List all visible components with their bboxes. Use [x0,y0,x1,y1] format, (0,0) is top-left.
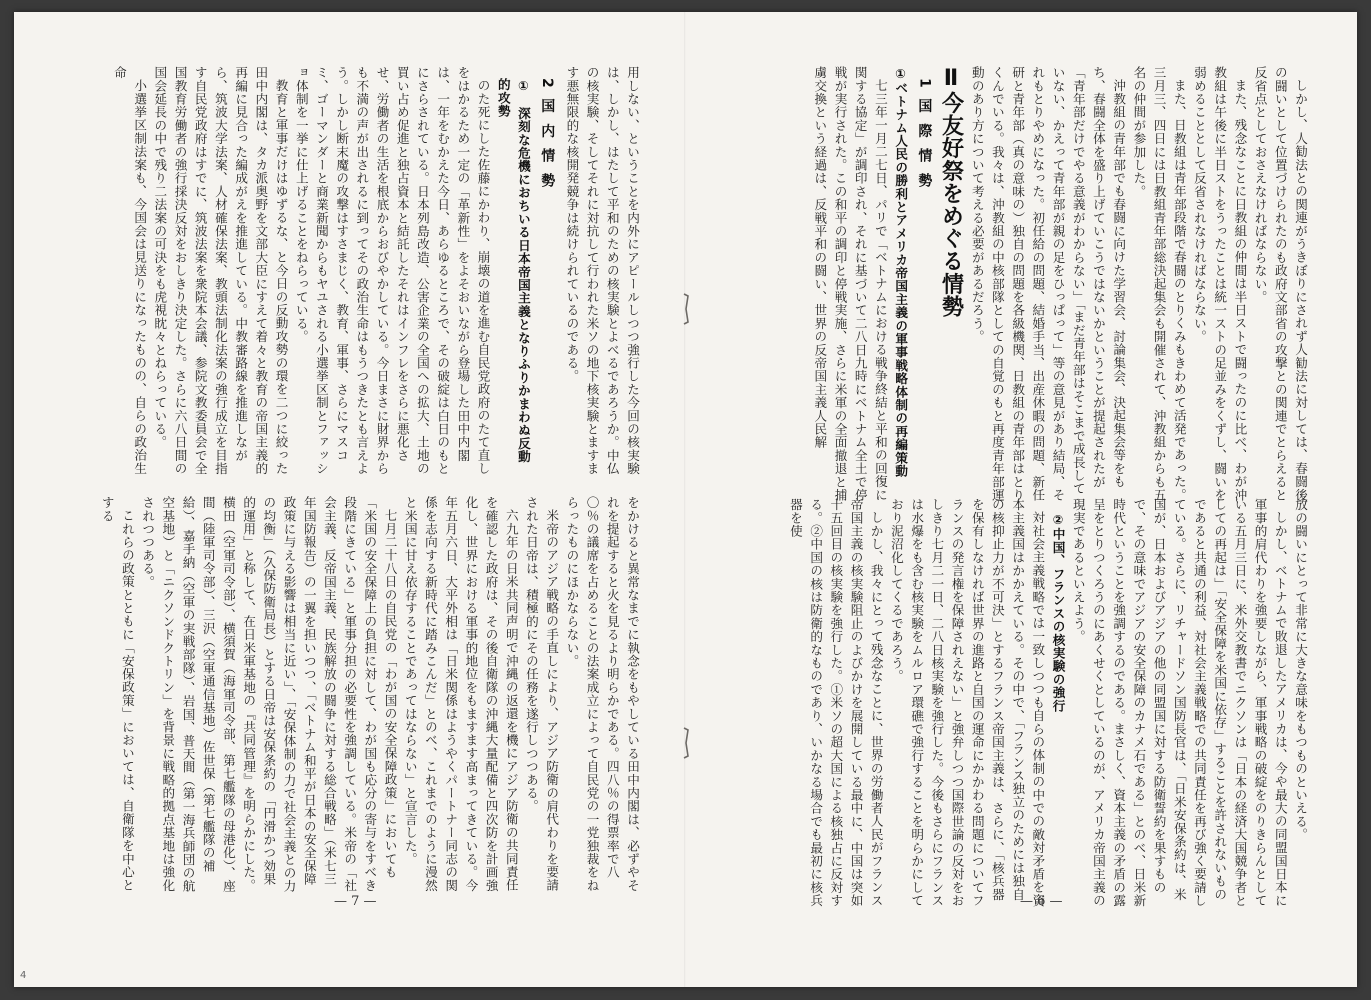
paragraph: 放の闘いにとって非常に大きな意味をもつものといえる。 [1293,498,1308,842]
paragraph: のた死にした佐藤にかわり、崩壊の道を進む自民党政府のたて直しをはかるため一定の「革新性」をよそおいながら登場した田中内閣は、一年をむかえた今日、あらゆるところで、その破綻は白日のもとにさらされている。日本列島改造、公害企業の全国への拡大、土地の買い占め促進と独占資本と結託したそれはインフレをさらに悪化させ、労働者の生活を根底からおびやかしている。今日まさに財界からも不満の声が出されるに到ってその政治生命はもうつきたとも言えよう。しかし断末魔の攻撃はすさまじく、教育、軍事、さらにマスコミ、ゴーマンダーと商業新聞からもヤユされる小選挙区制とファッショ体制を一挙に仕上げることをねらっている。 [293,66,491,476]
paragraph: また、残念なことに日教組の仲間は半日ストで闘ったのに比べ、わが沖教組は午後に半日ストをうったことは統一ストの足並みをくずし、闘いを弱めることとして反省されなければならない。 [1191,66,1248,502]
item-heading: ① 深刻な危機におちいる日本帝国主義となりふりかまわぬ反動的攻勢 [495,78,531,464]
section-title: Ⅱ今友好祭をめぐる情勢 [938,66,964,318]
page-number-7: — 7 — [334,894,377,909]
page-number-6: — 6 — [1020,894,1063,909]
paragraph: 教育と軍事だけはゆずるな、と今日の反動攻勢の環を二つに絞った田中内閣は、タカ派奥野を文部大臣にすえて着々と教育の帝国主義的再編に見合った編成がえを推進している。中教審路線を推進しながら、筑波大学法案、人材確保法案、教頭法制化法案の強行成立を目指す自民党政府はすでに、筑波法案を衆院本会議、参院文教委員会で全国教育労働者の強行採決反対をおしきり決定した。さらに六八日間の国会延長の中で残り二法案の可決をも虎視眈々とねらっている。 [152,66,289,476]
paragraph: 用しない、ということを内外にアピールしつつ強行した今回の核実験は、しかし、はたして平和のための核実験とよべるであろうか。中仏の核実験、そしてそれに対抗して行われた米ソの地下核実験とますます悪無限的な核開発競争は続けられているのである。 [564,66,640,476]
sub-heading: 2 国 内 情 勢 [539,78,556,191]
paragraph: 沖教組の青年部でも春闘に向けた学習会、討論集会、決起集会等をもち、春闘全体を盛り上げていこうではないかということが提起されたが「青年部だけでやる意義がわからない」「まだ青年部はそこまで成長していない、かえって青年部が親の足をひっぱって」等の意見があり結局、それもとりやめになった。初任給の問題、結婚手当、出産休暇の問題、新任研と青年部（真の意味の）独自の問題を各級機関、日教組の青年部はとりくんでいる。我々は、沖教組の中核部隊としての自覚のもと再度青年部運動のあり方について考える必要があるだろう。 [969,66,1127,502]
paragraph: 七月二十八日の自民党の「わが国の安全保障政策」においても「米国の安全保障上の負担に対して、わが国も応分の寄与をすべき段階にきている」と軍事分担の必要性を強調している。米帝の「社会主義、反帝国主義、民族解放の闘争に対する総合戦略」（米七三年国防報告）の一翼を担いつつ、「ベトナム和平が日本の安全保障政策に与える影響は相当に近い」、「安保体制の力で社会主義との力の均衡」（久保防衛局長）とする日帝は安保条約の「円滑かつ効果的運用」と称して、在日米軍基地の『共同管理』を明らかにした。横田（空軍司令部）、横須賀（海軍司令部、第七艦隊の母港化）、座間（陸軍司令部）、三沢（空軍通信基地）佐世保（第七艦隊の補給）、嘉手納（空軍の実戦部隊）、岩国、普天間（第一海兵師団の航空基地）と「ニクソンドクトリン」を背景に戦略的拠点基地は強化されつつある。 [140,496,398,893]
paragraph: しかし、人勧法との関連がうきぼりにされず人勧法に対しては、春闘後の闘いとして位置づけられたのも政府文部省の攻撃との関連でとらえると反省点としておさえなければならない。 [1252,66,1308,502]
center-fold [684,12,686,987]
paragraph: これらの政策とともに「安保政策」においては、自衛隊を中心とする [99,496,135,892]
paragraph: しかし、我々にとって残念なことに、世界の労働者人民がフランス帝国主義の核実験阻止のよびかけを展開している最中に、中国は突如十五回目の核実験を強行した。①米ソの超大国による核独占に反対する。②中国の核は防衛的なものであり、いかなる場合でも最初に核兵器を使 [787,498,884,908]
paragraph: しかし、ベトナムで敗退したアメリカは、今や最大の同盟国日本に軍事的肩代わりを強要しながら、軍事戦略の破綻をのりきらんとしている五月三日に、米外交教書でニクソンは「日本の経済大国競争者としての再起は」「安全保障を米国に依存」することを許されないものであると共通の利益、対社会主義戦略での共同責任を再び強く要請している。さらに、リチャードソン国防長官は、「日米安保条約は、米国が、日本およびアジアの他の同盟国に対する防衛誓約を果すもので、その意味でアジアの安全保障のカナメ石である」とのべ、日米新時代ということを強調するのである。まさしく、資本主義の矛盾の露呈をとりつくろうのにあくせくとしているのが、アメリカ帝国主義の現実であるといえよう。 [1070,498,1288,908]
paragraph: 七三年一月二七日、パリで「ベトナムにおける戦争終結と平和の回復に関する協定」が調印され、それに基づいて二八日九時にベトナム全土で停戦が実行された。この和平の調印と停戦実施、さらに米軍の全面撤退と捕虜交換という経過は、反戦平和の闘い、世界の反帝国主義人民解 [812,66,888,502]
staple-icon [682,292,690,326]
item-heading: ①ベトナム人民の勝利とアメリカ帝国主義の軍事戦略体制の再編策動 [893,66,909,478]
document-sheet [14,12,1357,987]
paragraph: 米帝のアジア戦略の手直しにより、アジア防衛の肩代わりを要請された日帝は、積極的にその任務を遂行しつつある。 [523,496,560,892]
paragraph: また、日教組は青年部段階で春闘のとりくみもきわめて活発であった。三月三、四日には日教組青年部総決起集会も開催されて、沖教組からも五名の仲間が参加した。 [1131,66,1187,502]
right-page-bottom-text [698,498,1310,908]
sub-heading: 1 国 際 情 勢 [916,78,933,191]
paragraph: をかけると異常なまでに執念をもやしている田中内閣は、必ずやそれを提起すると火を見るより明らかである。四八％の得票率で八〇％の議席を占めることの法案成立によって自民党の一党独裁をねらったものにほかならない。 [564,496,640,892]
left-page-bottom-text [90,496,642,896]
right-page-top-text [698,66,1310,506]
left-page-top-text [90,66,642,476]
staple-icon [682,726,690,760]
corner-mark: 4 [20,970,27,981]
paragraph: 対社会主義戦略では一致しつつも自らの体制の中での敵対矛盾を資本主義国はかかえている。その中で、「フランス独立のためには独自の核抑止力が不可決」とするフランス帝国主義は、さらに、「核兵器を保有しなければ世界の進路と自国の運命にかかわる問題についてフランスの発言権を保障されえない」と強弁しつつ国際世論の反対をおしきり七月二一日、二八日核実験を強行した。今後もさらにフランスは水爆をも含む核実験をムルロア環礁で強行することを明らかにしており泥沼化してくるであろう。 [888,498,1046,908]
paragraph: 六九年の日米共同声明で沖縄の返還を機にアジア防衛の共同責任を確認した政府は、その後自衛隊の沖縄大量配備と四次防を計画強化し、世界における軍事的地位をもますます高まってきている。今年五月六日、大平外相は「日米関係はようやくパートナー同志の関係を志向する新時代に踏みこんだ」とのべ、これまでのように漫然と米国に甘え依存することであってはならない」と宣言した。 [402,496,519,892]
item-heading: ②中国、フランスの核実験の強行 [1050,512,1066,713]
paragraph: 小選挙区制法案も、今国会は見送りになったものの、自らの政治生命 [111,66,148,475]
